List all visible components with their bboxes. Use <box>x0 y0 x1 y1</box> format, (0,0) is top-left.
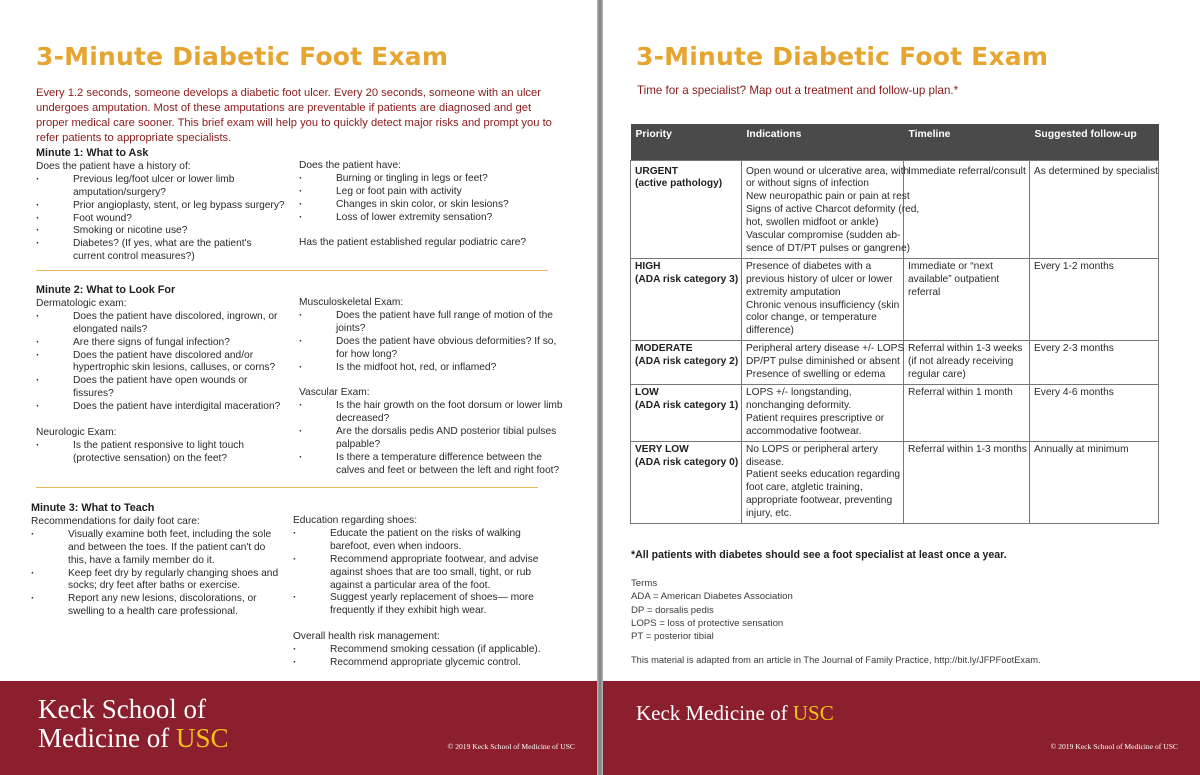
cell-line: disease. <box>746 456 784 468</box>
table-cell-timeline <box>904 441 1030 523</box>
term-definition: DP = dorsalis pedis <box>631 604 714 616</box>
list-item: · Recommend appropriate glycemic control. <box>293 657 551 670</box>
list-item: · Suggest yearly replacement of shoes— more frequently if they exhibit high wear. <box>293 592 551 618</box>
col-header-indications: Indications <box>742 124 904 160</box>
health-risk-list <box>293 644 551 670</box>
cell-line: hot, swollen midfoot or ankle) <box>746 217 879 229</box>
daily-foot-care-label: Recommendations for daily foot care: <box>31 515 200 527</box>
cell-line: New neuropathic pain or pain at rest <box>746 191 910 203</box>
list-item: · Educate the patient on the risks of walking barefoot, even when indoors. <box>293 528 551 554</box>
keck-school-logo: Keck School of Medicine of USC <box>38 694 229 753</box>
vascular-list <box>299 400 564 477</box>
cell-line: Every 2-3 months <box>1034 343 1114 355</box>
table-cell-priority <box>631 258 742 340</box>
dermatologic-list <box>36 311 286 414</box>
cell-line: color change, or temperature <box>746 312 877 324</box>
list-item: · Report any new lesions, discolorations, or swelling to a health care professional. <box>31 593 284 619</box>
musculoskeletal-list <box>299 310 564 375</box>
cell-line: (ADA risk category 1) <box>635 399 739 411</box>
table-cell-timeline <box>904 160 1030 258</box>
cell-line: or without signs of infection <box>746 178 869 190</box>
cell-line: VERY LOW <box>635 443 689 455</box>
cell-line: Open wound or ulcerative area, with <box>746 165 910 177</box>
podiatric-care-question: Has the patient established regular podiatric care? <box>299 237 527 249</box>
source-note: This material is adapted from an article in The Journal of Family Practice, http://bit.ly/JFPFootExam. <box>631 655 1041 665</box>
minute1-heading: Minute 1: What to Ask <box>36 147 149 159</box>
minute3-left-column <box>31 502 284 619</box>
table-cell-timeline <box>904 385 1030 442</box>
subtitle: Time for a specialist? Map out a treatment and follow-up plan.* <box>637 84 959 97</box>
neurologic-label: Neurologic Exam: <box>36 426 117 438</box>
cell-line: LOW <box>635 387 659 398</box>
cell-line: extremity amputation <box>746 286 841 298</box>
health-risk-label: Overall health risk management: <box>293 631 440 643</box>
table-cell-followup <box>1030 441 1159 523</box>
minute1-left-column <box>36 147 286 264</box>
intro-text: Every 1.2 seconds, someone develops a diabetic foot ulcer. Every 20 seconds, someone with an ulcer undergoes amputation. Most of these amputations are preventable if patients are diagnosed and get proper medical care sooner. This brief exam will help you to quickly detect major risks and prompt you to refer patients to appropriate specialists. <box>36 87 552 144</box>
footnote: *All patients with diabetes should see a foot specialist at least once a year. <box>631 549 1007 561</box>
list-item: · Prior angioplasty, stent, or leg bypass surgery? <box>36 200 286 213</box>
minute3-heading: Minute 3: What to Teach <box>31 502 155 514</box>
cell-line: Peripheral artery disease +/- LOPS <box>746 343 905 355</box>
col-header-priority: Priority <box>631 124 742 160</box>
left-page <box>0 0 597 775</box>
cell-line: Referral within 1-3 months <box>908 443 1027 455</box>
follow-up-table <box>630 124 1159 524</box>
table-cell-timeline <box>904 258 1030 340</box>
copyright-right: © 2019 Keck School of Medicine of USC <box>1050 742 1178 751</box>
cell-line: regular care) <box>908 369 966 381</box>
cell-line: available” outpatient <box>908 273 1000 285</box>
cell-line: (if not already receiving <box>908 356 1014 368</box>
list-item: · Does the patient have full range of motion of the joints? <box>299 310 564 336</box>
cell-line: (active pathology) <box>635 178 723 190</box>
cell-line: Immediate referral/consult <box>908 165 1026 177</box>
section-divider <box>36 270 548 271</box>
minute1-history-label: Does the patient have a history of: <box>36 160 191 172</box>
list-item: · Changes in skin color, or skin lesions? <box>299 199 559 212</box>
section-divider <box>36 487 538 488</box>
table-row <box>631 341 1159 385</box>
cell-line: Signs of active Charcot deformity (red, <box>746 204 920 216</box>
col-header-timeline: Timeline <box>904 124 1030 160</box>
cell-line: (ADA risk category 2) <box>635 356 739 368</box>
cell-line: (ADA risk category 0) <box>635 456 739 468</box>
cell-line: Annually at minimum <box>1034 443 1129 455</box>
footer-banner-left <box>0 681 597 775</box>
cell-line: Chronic venous insufficiency (skin <box>746 299 900 311</box>
list-item: · Previous leg/foot ulcer or lower limb amputation/surgery? <box>36 174 286 200</box>
cell-line: Patient seeks education regarding <box>746 469 901 481</box>
minute1-history-list <box>36 174 286 264</box>
cell-line: nonchanging deformity. <box>746 399 852 411</box>
list-item: · Foot wound? <box>36 213 286 226</box>
term-definition: LOPS = loss of protective sensation <box>631 617 784 629</box>
terms-heading: Terms <box>631 578 658 589</box>
page-title-left: 3-Minute Diabetic Foot Exam <box>36 42 449 71</box>
cell-line: difference) <box>746 325 794 337</box>
cell-line: Immediate or “next <box>908 260 993 272</box>
cell-line: URGENT <box>635 165 679 177</box>
minute2-left-column <box>36 284 286 466</box>
shoes-education-list <box>293 528 551 618</box>
list-item: · Loss of lower extremity sensation? <box>299 212 559 225</box>
list-item: · Recommend smoking cessation (if applicable). <box>293 644 551 657</box>
table-row <box>631 385 1159 442</box>
table-cell-followup <box>1030 258 1159 340</box>
daily-foot-care-list <box>31 529 284 619</box>
cell-line: Referral within 1 month <box>908 387 1013 398</box>
table-cell-followup <box>1030 160 1159 258</box>
list-item: · Leg or foot pain with activity <box>299 186 559 199</box>
cell-line: Presence of swelling or edema <box>746 369 886 381</box>
list-item: · Burning or tingling in legs or feet? <box>299 173 559 186</box>
list-item: · Does the patient have discolored, ingrown, or elongated nails? <box>36 311 286 337</box>
table-cell-priority <box>631 385 742 442</box>
table-cell-priority <box>631 341 742 385</box>
minute3-right-column <box>293 515 551 670</box>
term-definition: ADA = American Diabetes Association <box>631 591 793 603</box>
cell-line: sence of DT/PT pulses or gangrene) <box>746 242 911 254</box>
cell-line: appropriate footwear, preventing <box>746 495 893 507</box>
list-item: · Are there signs of fungal infection? <box>36 337 286 350</box>
list-item: · Smoking or nicotine use? <box>36 225 286 238</box>
cell-line: MODERATE <box>635 343 693 355</box>
table-cell-followup <box>1030 341 1159 385</box>
cell-line: foot care, atgletic training, <box>746 482 863 494</box>
minute1-symptoms-list <box>299 173 559 225</box>
table-row <box>631 258 1159 340</box>
cell-line: DP/PT pulse diminished or absent <box>746 356 900 368</box>
table-cell-followup <box>1030 385 1159 442</box>
vascular-label: Vascular Exam: <box>299 387 370 399</box>
cell-line: LOPS +/- longstanding, <box>746 387 852 398</box>
table-cell-priority <box>631 441 742 523</box>
list-item: · Is the midfoot hot, red, or inflamed? <box>299 362 564 375</box>
cell-line: Every 4-6 months <box>1034 387 1114 398</box>
list-item: · Is there a temperature difference between the calves and feet or between the left and right foot? <box>299 452 564 478</box>
cell-line: As determined by specialist <box>1034 165 1159 177</box>
shoes-education-label: Education regarding shoes: <box>293 515 418 526</box>
minute2-heading: Minute 2: What to Look For <box>36 284 176 296</box>
minute2-right-column <box>299 297 564 478</box>
cell-line: accommodative footwear. <box>746 425 862 437</box>
table-cell-indications <box>742 385 904 442</box>
col-header-followup: Suggested follow-up <box>1030 124 1159 160</box>
cell-line: injury, etc. <box>746 508 792 520</box>
list-item: · Does the patient have discolored and/or hypertrophic skin lesions, calluses, or corns? <box>36 350 286 376</box>
cell-line: Patient requires prescriptive or <box>746 412 885 424</box>
terms-glossary <box>631 577 793 643</box>
cell-line: previous history of ulcer or lower <box>746 273 893 285</box>
cell-line: Referral within 1-3 weeks <box>908 343 1023 355</box>
table-cell-timeline <box>904 341 1030 385</box>
list-item: · Does the patient have obvious deformities? If so, for how long? <box>299 336 564 362</box>
cell-line: Every 1-2 months <box>1034 260 1114 272</box>
cell-line: No LOPS or peripheral artery <box>746 443 878 455</box>
minute1-right-column <box>299 160 559 250</box>
list-item: · Are the dorsalis pedis AND posterior tibial pulses palpable? <box>299 426 564 452</box>
list-item: · Recommend appropriate footwear, and advise against shoes that are too small, tight, or rub against a particular area of the foot. <box>293 554 551 593</box>
cell-line: HIGH <box>635 260 661 272</box>
cell-line: (ADA risk category 3) <box>635 273 739 285</box>
table-cell-indications <box>742 341 904 385</box>
list-item: · Is the patient responsive to light touch (protective sensation) on the feet? <box>36 440 286 466</box>
table-cell-indications <box>742 160 920 258</box>
list-item: · Is the hair growth on the foot dorsum or lower limb decreased? <box>299 400 564 426</box>
minute1-symptoms-label: Does the patient have: <box>299 160 401 171</box>
table-cell-indications <box>742 441 904 523</box>
right-page <box>603 0 1200 775</box>
list-item: · Does the patient have open wounds or fissures? <box>36 375 286 401</box>
cell-line: Presence of diabetes with a <box>746 260 872 272</box>
table-row <box>631 441 1159 523</box>
keck-medicine-logo: Keck Medicine of USC <box>636 701 834 725</box>
table-row <box>631 160 1159 258</box>
list-item: · Diabetes? (If yes, what are the patient's current control measures?) <box>36 238 286 264</box>
cell-line: Vascular compromise (sudden ab- <box>746 230 901 242</box>
neurologic-list <box>36 440 286 466</box>
musculoskeletal-label: Musculoskeletal Exam: <box>299 297 404 308</box>
list-item: · Does the patient have interdigital maceration? <box>36 401 286 414</box>
list-item: · Visually examine both feet, including the sole and between the toes. If the patient can't do this, have a family member do it. <box>31 529 284 568</box>
dermatologic-label: Dermatologic exam: <box>36 297 127 309</box>
table-cell-indications <box>742 258 904 340</box>
table-cell-priority <box>631 160 742 258</box>
list-item: · Keep feet dry by regularly changing shoes and socks; dry feet after baths or exercise. <box>31 568 284 594</box>
footer-banner-right <box>603 681 1200 775</box>
copyright-left: © 2019 Keck School of Medicine of USC <box>447 742 575 751</box>
page-title-right: 3-Minute Diabetic Foot Exam <box>636 42 1049 71</box>
cell-line: referral <box>908 286 941 298</box>
term-definition: PT = posterior tibial <box>631 631 714 643</box>
